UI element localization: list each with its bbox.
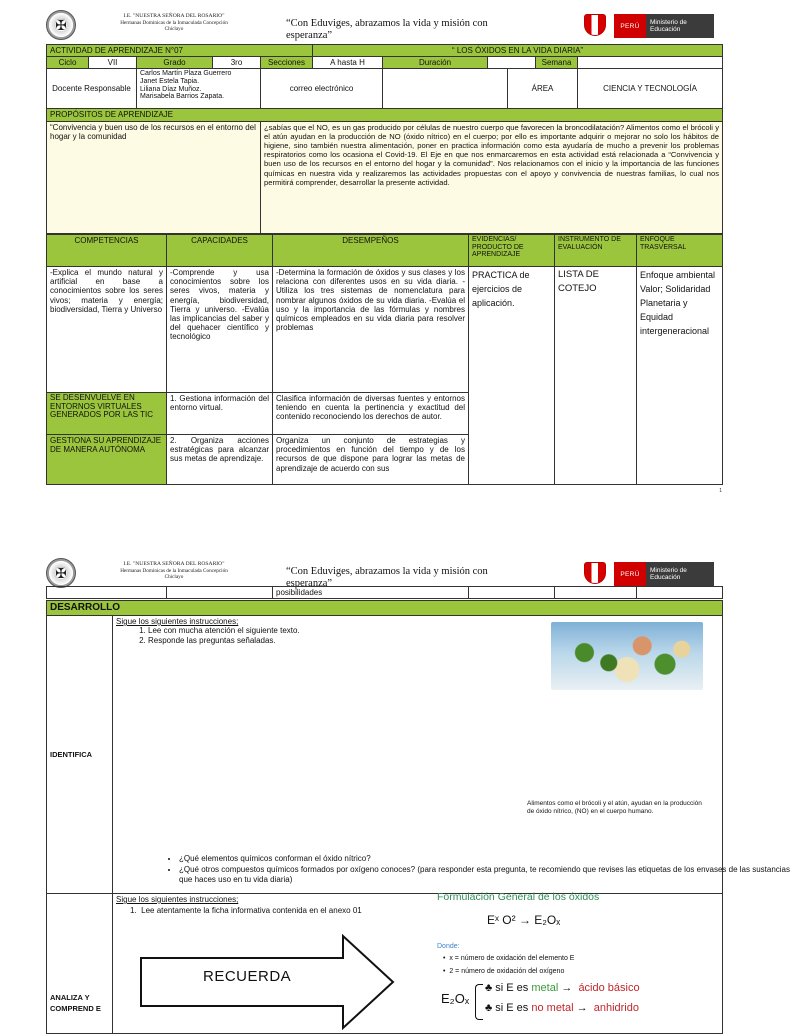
- header-capacidades: CAPACIDADES: [167, 235, 273, 267]
- instruction-item: 1. Lee con mucha atención el siguiente texto.: [148, 626, 719, 636]
- desarrollo-title: DESARROLLO: [47, 601, 723, 616]
- question-item: • ¿Qué elementos químicos conforman el óxido nítrico?: [179, 854, 799, 865]
- secciones-value: A hasta H: [313, 57, 383, 69]
- school-info: I.E. "NUESTRA SEÑORA DEL ROSARIO" Hermanas Dominicas de la Inmaculada Concepción Chiclayo: [120, 13, 228, 32]
- analiza-content: [113, 891, 723, 1034]
- header-instrumento: INSTRUMENTO DE EVALUACIÓN: [555, 235, 637, 267]
- school-crest-icon: ✠: [46, 10, 76, 40]
- instructions-intro: Sigue los siguientes instrucciones;: [116, 617, 239, 626]
- instructions2-intro: Sigue los siguientes instrucciones;: [116, 895, 239, 904]
- area-label: ÁREA: [508, 69, 578, 109]
- secciones-label: Secciones: [261, 57, 313, 69]
- motto: “Con Eduviges, abrazamos la vida y misión con esperanza”: [286, 18, 488, 41]
- school-crest-icon: ✠: [46, 558, 76, 588]
- ministry-logo: Ministerio de Educación: [646, 14, 714, 38]
- donde-label: Donde:: [437, 943, 460, 950]
- page-header-2: [44, 556, 722, 590]
- formula-title: Formulación General de los óxidos: [437, 891, 600, 903]
- correo-value: [383, 69, 508, 109]
- rule-lhs: E₂Oₓ: [441, 991, 470, 1006]
- peru-logo: PERÚ: [614, 14, 646, 38]
- motto: “Con Eduviges, abrazamos la vida y misión con esperanza”: [286, 566, 488, 589]
- semana-value: [578, 57, 723, 69]
- competencia-3: GESTIONA SU APRENDIZAJE DE MANERA AUTÓNOMA: [47, 435, 167, 485]
- school-info: I.E. "NUESTRA SEÑORA DEL ROSARIO" Hermanas Dominicas de la Inmaculada Concepción Chiclayo: [120, 561, 228, 580]
- peru-shield-icon: [584, 562, 606, 584]
- header-enfoque: ENFOQUE TRASVERSAL: [637, 235, 723, 267]
- docente-label: Docente Responsable: [47, 69, 137, 109]
- continuation-table: [46, 586, 723, 599]
- instructions2-item: 1. Lee atentamente la ficha informativa contenida en el anexo 01: [130, 906, 362, 916]
- food-photo: [551, 622, 703, 690]
- document-page-1: [0, 0, 768, 500]
- proposito-right: ¿sabías que el NO, es un gas producido por células de nuestro cuerpo que favorecen la broncodilatación? Alimentos como el brócoli y el atún ayudan en la producción de NO (óxido nítrico) en el cuerpo; por ello es importante adquirir o mejorar no solo los hábitos de higiene, sino también nuestra alimentación, poner en practica información como esta ayudaría de mucho a prevenir los problemas respiratorios como los ocasiona el Covid-19. El Eje en que nos enmarcaremos en esta actividad está relacionada a “Convivencia y buen uso de los recursos en el entorno del hogar y la comunidad”. Nos relacionamos con el inicio y la importancia de las funciones químicas en nuestra vida y realizaremos las actividades propuestas con el apoyo y convivencia de nuestras familias, lo cual nos permitirá comprender, desarrollar la presente actividad.: [261, 121, 723, 233]
- rule-brace: [475, 984, 483, 1020]
- document-page-2: [0, 548, 791, 1024]
- activity-title-label: ACTIVIDAD DE APRENDIZAJE N°07: [47, 45, 313, 57]
- desempenos-3-continued: posibilidades: [273, 587, 469, 599]
- ciclo-value: VII: [89, 57, 137, 69]
- rule-nometal: ♣ si E es no metal → anhidrido: [485, 1002, 639, 1014]
- recuerda-label: RECUERDA: [203, 968, 292, 985]
- capacidades-3: 2. Organiza acciones estratégicas para alcanzar sus metas de aprendizaje.: [167, 435, 273, 485]
- identifica-label: IDENTIFICA: [47, 616, 113, 894]
- definition-x: • x = número de oxidación del elemento E: [443, 955, 575, 962]
- instruction-item: 2. Responde las preguntas señaladas.: [148, 636, 719, 646]
- enfoque: Enfoque ambiental Valor; Solidaridad Planetaria y Equidad intergeneracional: [637, 267, 723, 485]
- correo-label: correo electrónico: [261, 69, 383, 109]
- competencias-table: [46, 234, 723, 485]
- evidencia: PRACTICA de ejercicios de aplicación.: [469, 267, 555, 485]
- instrumento: LISTA DE COTEJO: [555, 267, 637, 485]
- definition-2: • 2 = número de oxidación del oxígeno: [443, 968, 565, 975]
- area-value: CIENCIA Y TECNOLOGÍA: [578, 69, 723, 109]
- competencia-1: -Explica el mundo natural y artificial en base a conocimientos sobre los seres vivos; materia y energía; biodiversidad, Tierra y Universo: [47, 267, 167, 393]
- header-evidencias: EVIDENCIAS/ PRODUCTO DE APRENDIZAJE: [469, 235, 555, 267]
- desempenos-2: Clasifica información de diversas fuentes y entornos teniendo en cuenta la pertinencia y exactitud del contenido reconociendo los derechos de autor.: [273, 393, 469, 435]
- image-caption: Alimentos como el brócoli y el atún, ayudan en la producción de óxido nítrico, (NO) en el cuerpo humano.: [527, 800, 702, 815]
- proposito-left: “Convivencia y buen uso de los recursos en el entorno del hogar y la comunidad: [47, 121, 261, 233]
- header-competencias: COMPETENCIAS: [47, 235, 167, 267]
- grado-value: 3ro: [213, 57, 261, 69]
- propositos-label: PROPÓSITOS DE APRENDIZAJE: [47, 109, 723, 121]
- page-header: [44, 8, 722, 42]
- competencia-2: SE DESENVUELVE EN ENTORNOS VIRTUALES GENERADOS POR LAS TIC: [47, 393, 167, 435]
- question-item: • ¿Qué otros compuestos químicos formados por oxígeno conoces? (para responder esta pregunta, te recomiendo que revises las etiquetas de los envases de las sustancias que haces uso en tu vida diaria): [179, 865, 799, 886]
- desempenos-1: -Determina la formación de óxidos y sus clases y los relaciona con diferentes usos en su vida diaria. -Utiliza los tres sistemas de nomenclatura para nombrar algunos óxidos de su vida diaria. -Evalúa el uso y la importancia de las fórmulas y nombres químicos empleados en su vida diaria para resolver problemas: [273, 267, 469, 393]
- semana-label: Semana: [536, 57, 578, 69]
- capacidades-2: 1. Gestiona información del entorno virtual.: [167, 393, 273, 435]
- duracion-value: [488, 57, 536, 69]
- activity-table: [46, 44, 723, 234]
- analiza-label: ANALIZA Y COMPREND E: [47, 894, 113, 1034]
- rule-metal: ♣ si E es metal → ácido básico: [485, 982, 640, 994]
- peru-logo: PERÚ: [614, 562, 646, 586]
- peru-shield-icon: [584, 14, 606, 36]
- grado-label: Grado: [137, 57, 213, 69]
- questions-list: [179, 854, 799, 886]
- teachers-cell: Carlos Martín Plaza Guerrero Janet Estela Tapia. Liliana Díaz Muñoz. Marisabela Barrios Zapata.: [137, 69, 261, 109]
- page-number: 1: [719, 488, 722, 494]
- duracion-label: Duración: [383, 57, 488, 69]
- desarrollo-table: [46, 600, 791, 1034]
- formula: Eˣ O² → E₂Oₓ: [487, 913, 561, 927]
- desempenos-3: Organiza un conjunto de estrategias y procedimientos en función del tiempo y de los recursos de que dispone para lograr las metas de aprendizaje de acuerdo con sus: [273, 435, 469, 485]
- identifica-content: [113, 616, 791, 894]
- ministry-logo: Ministerio de Educación: [646, 562, 714, 586]
- capacidades-1: -Comprende y usa conocimientos sobre los seres vivos, materia y energía, biodiversidad, Tierra y universo. -Evalúa las implicancias del saber y del quehacer científico y tecnológico: [167, 267, 273, 393]
- header-desempenos: DESEMPEÑOS: [273, 235, 469, 267]
- ciclo-label: Ciclo: [47, 57, 89, 69]
- activity-title-name: “ LOS ÓXIDOS EN LA VIDA DIARIA”: [313, 45, 723, 57]
